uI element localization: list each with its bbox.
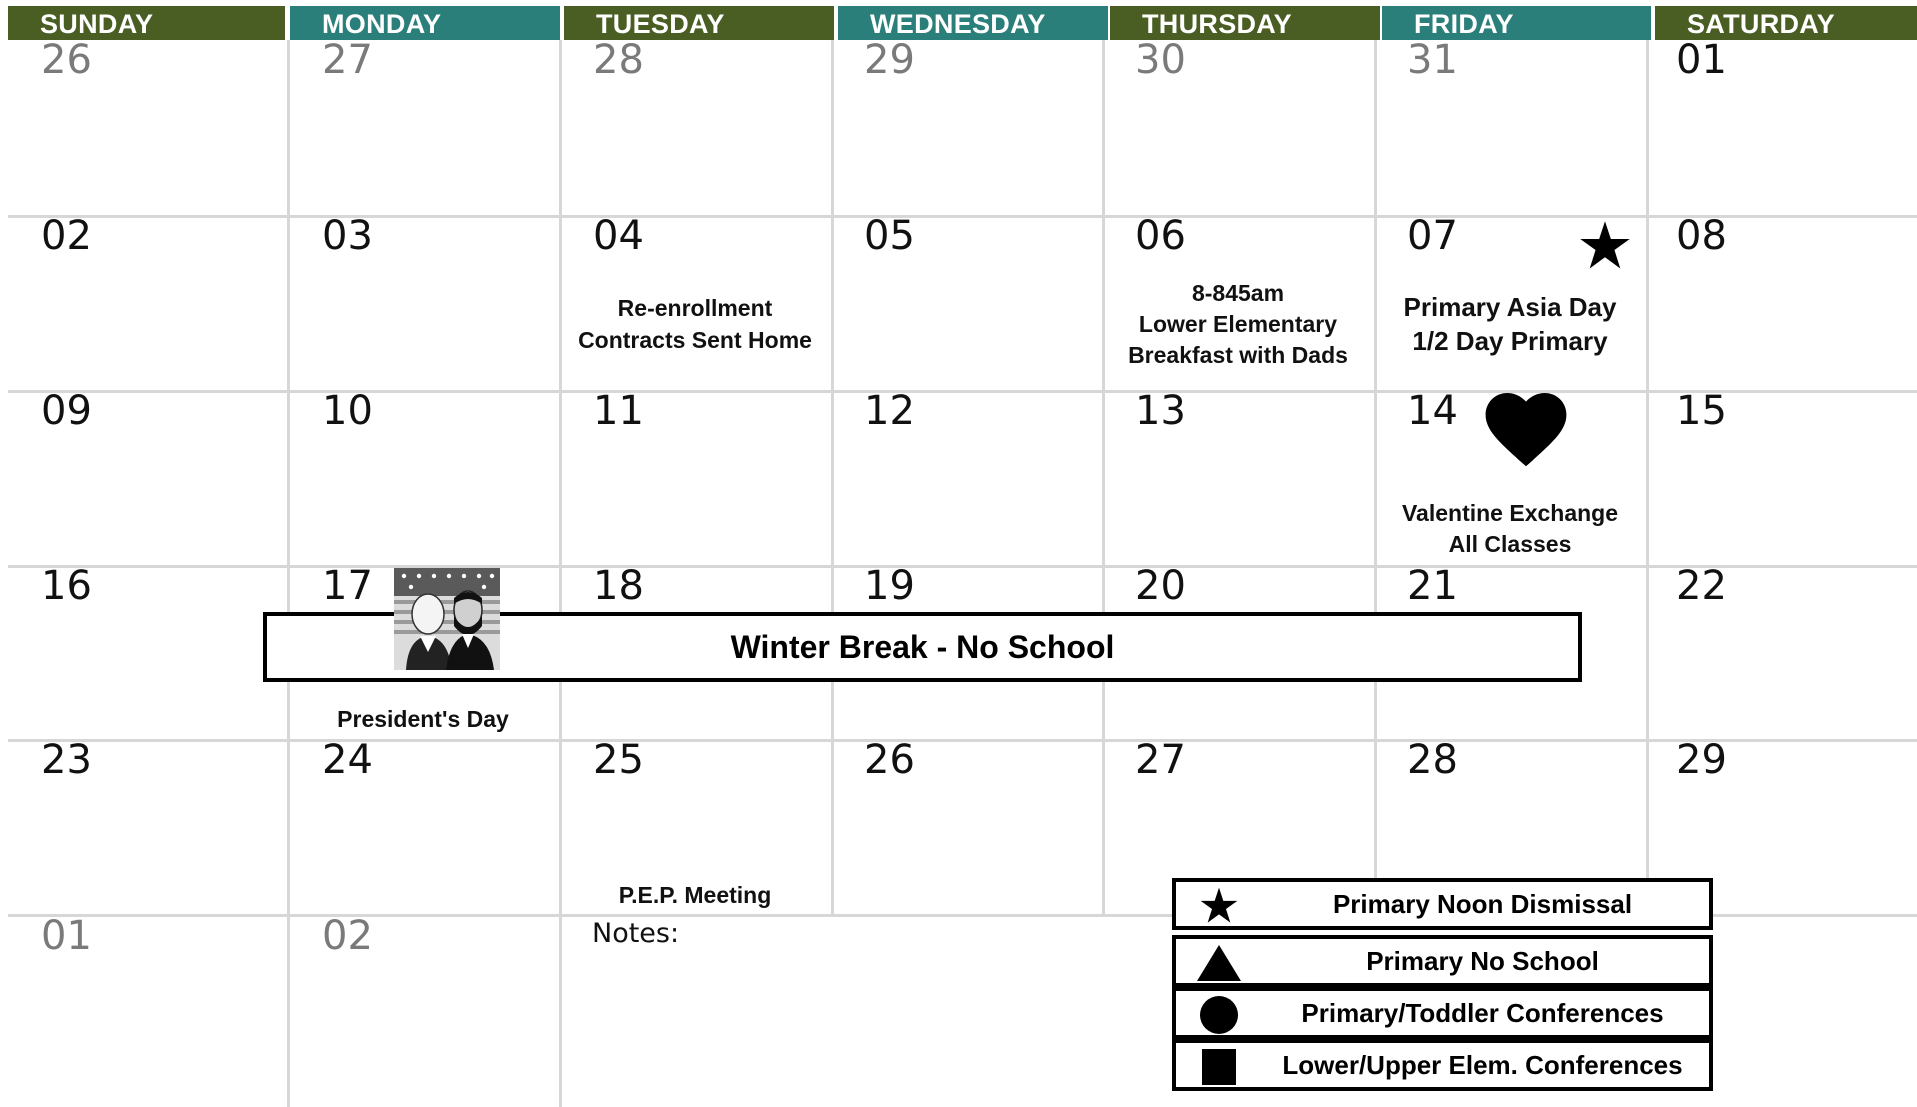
day-number: 06 xyxy=(1135,213,1186,259)
event-line: All Classes xyxy=(1448,531,1572,557)
day-number: 01 xyxy=(41,913,92,959)
day-number: 18 xyxy=(593,563,644,609)
day-number: 26 xyxy=(41,37,92,83)
presidents-image xyxy=(394,568,500,670)
day-number: 30 xyxy=(1135,37,1186,83)
day-number: 31 xyxy=(1407,37,1458,83)
day-number: 25 xyxy=(593,737,644,783)
event-reenrollment xyxy=(559,292,831,356)
event-line: Valentine Exchange xyxy=(1401,500,1619,526)
header-friday: FRIDAY xyxy=(1382,6,1651,40)
day-number: 21 xyxy=(1407,563,1458,609)
legend-item-elem-conferences xyxy=(1172,1039,1713,1091)
header-thursday: THURSDAY xyxy=(1110,6,1380,40)
day-number: 14 xyxy=(1407,388,1458,434)
event-line: Primary Asia Day xyxy=(1403,292,1617,322)
weekday-header-row xyxy=(8,6,1917,40)
day-number: 29 xyxy=(864,37,915,83)
day-number: 05 xyxy=(864,213,915,259)
presidents-illustration xyxy=(394,568,500,670)
day-number: 07 xyxy=(1407,213,1458,259)
day-number: 09 xyxy=(41,388,92,434)
day-number: 13 xyxy=(1135,388,1186,434)
week-divider xyxy=(8,739,1917,742)
heart-icon xyxy=(1484,392,1568,468)
day-divider xyxy=(1102,40,1105,916)
day-number: 17 xyxy=(322,563,373,609)
day-number: 27 xyxy=(1135,737,1186,783)
day-number: 29 xyxy=(1676,737,1727,783)
header-wednesday: WEDNESDAY xyxy=(838,6,1108,40)
event-primary-asia-day xyxy=(1374,290,1646,358)
day-number: 12 xyxy=(864,388,915,434)
day-number: 02 xyxy=(41,213,92,259)
header-sunday: SUNDAY xyxy=(8,6,285,40)
header-tuesday: TUESDAY xyxy=(564,6,834,40)
legend-label: Primary Noon Dismissal xyxy=(1332,889,1633,919)
day-number: 03 xyxy=(322,213,373,259)
day-divider xyxy=(1646,40,1649,916)
legend-item-noon-dismissal xyxy=(1172,878,1713,930)
event-line: Re-enrollment xyxy=(617,295,773,321)
day-divider xyxy=(1374,40,1377,916)
legend-item-primary-conferences xyxy=(1172,987,1713,1039)
event-line: Contracts Sent Home xyxy=(578,327,812,353)
day-number: 24 xyxy=(322,737,373,783)
event-pep-meeting: P.E.P. Meeting xyxy=(618,882,772,908)
event-valentine-exchange xyxy=(1374,498,1646,560)
day-divider xyxy=(287,40,290,1107)
day-number: 22 xyxy=(1676,563,1727,609)
day-number: 28 xyxy=(1407,737,1458,783)
header-saturday: SATURDAY xyxy=(1655,6,1917,40)
day-number: 02 xyxy=(322,913,373,959)
day-number: 10 xyxy=(322,388,373,434)
legend-label: Lower/Upper Elem. Conferences xyxy=(1282,1050,1683,1080)
square-icon xyxy=(1194,1047,1244,1087)
event-breakfast-with-dads xyxy=(1102,278,1374,371)
day-number: 08 xyxy=(1676,213,1727,259)
day-number: 20 xyxy=(1135,563,1186,609)
week-divider xyxy=(8,215,1917,218)
star-icon xyxy=(1578,219,1632,273)
week-divider xyxy=(8,390,1917,393)
day-number: 15 xyxy=(1676,388,1727,434)
triangle-icon xyxy=(1194,943,1244,983)
day-number: 28 xyxy=(593,37,644,83)
star-icon xyxy=(1194,886,1244,926)
day-number: 04 xyxy=(593,213,644,259)
winter-break-banner: Winter Break - No School xyxy=(263,612,1582,682)
day-number: 23 xyxy=(41,737,92,783)
circle-icon xyxy=(1194,995,1244,1035)
event-line: Breakfast with Dads xyxy=(1128,342,1348,368)
event-line: 1/2 Day Primary xyxy=(1412,326,1608,356)
day-number: 26 xyxy=(864,737,915,783)
day-number: 19 xyxy=(864,563,915,609)
day-number: 11 xyxy=(593,388,644,434)
day-number: 16 xyxy=(41,563,92,609)
legend-item-primary-no-school xyxy=(1172,935,1713,987)
event-presidents-day: President's Day xyxy=(337,706,509,732)
event-line: Lower Elementary xyxy=(1138,311,1338,337)
legend-label: Primary/Toddler Conferences xyxy=(1301,998,1664,1028)
day-number: 27 xyxy=(322,37,373,83)
notes-label: Notes: xyxy=(592,918,680,949)
day-number: 01 xyxy=(1676,37,1727,83)
event-line: 8-845am xyxy=(1191,280,1285,306)
day-divider xyxy=(831,40,834,916)
legend-label: Primary No School xyxy=(1366,946,1599,976)
day-divider xyxy=(559,40,562,1107)
header-monday: MONDAY xyxy=(290,6,560,40)
week-divider xyxy=(8,565,1917,568)
